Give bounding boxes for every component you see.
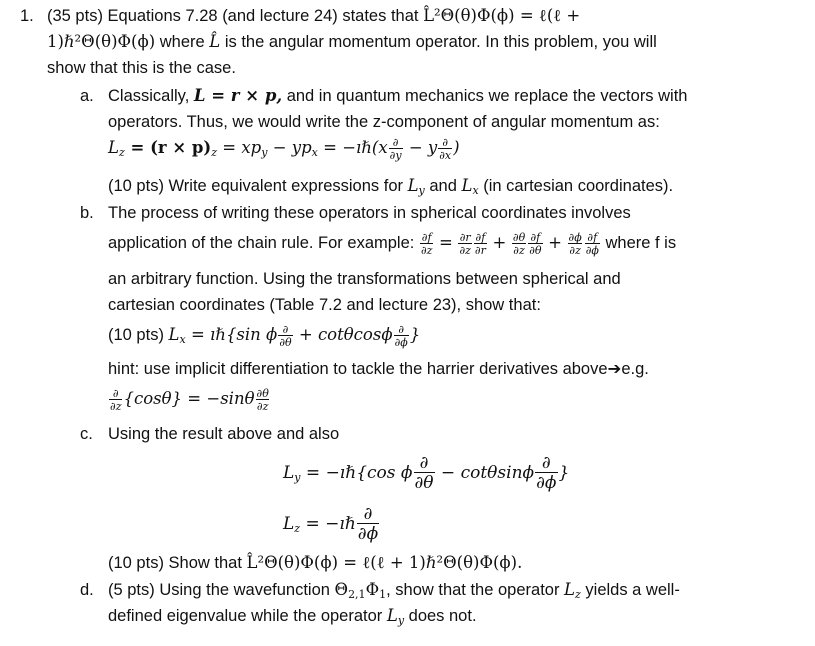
hint-example-equation: $\frac{\partial}{\partial z}$ {cosθ} = −sinθ $\frac{\partial\theta}{\partial z}$ [110, 386, 269, 413]
part-b-line3: an arbitrary function. Using the transformations between spherical and [108, 270, 621, 288]
part-c-label: c. [80, 425, 93, 443]
arrow-right-icon: ➔ [607, 360, 622, 378]
part-a-line2: operators. Thus, we would write the z-component of angular momentum as: [108, 113, 660, 131]
part-a-line1: Classically, L = r × p, and in quantum mechanics we replace the vectors with [108, 86, 688, 105]
problem-number: 1. [20, 7, 34, 25]
part-a-task: (10 pts) Write equivalent expressions for $L_y$ and $L_x$ (in cartesian coordinates). [108, 176, 674, 197]
ly-spherical-equation: $L_y$ = −ıℏ{cos ϕ $\frac{\partial}{\partial\theta}$ − cotθsinϕ $\frac{\partial}{\partial\phi}$ } [283, 453, 570, 494]
problem-intro-line2: 1)ℏ²Θ(θ)Φ(ϕ) where L̂ is the angular momentum operator. In this problem, you will [47, 32, 657, 51]
part-d-line2: defined eigenvalue while the operator $L_y$ does not. [108, 606, 477, 627]
part-d-label: d. [80, 581, 94, 599]
part-c-line1: Using the result above and also [108, 425, 340, 443]
problem-intro-line3: show that this is the case. [47, 59, 236, 77]
part-b-line4: cartesian coordinates (Table 7.2 and lecture 23), show that: [108, 296, 541, 314]
cross-product-eq: L = r × p, [193, 86, 283, 105]
part-b-label: b. [80, 204, 94, 222]
angular-eigen-equation: L̂²Θ(θ)Φ(ϕ) = ℓ(ℓ + [423, 6, 581, 25]
lz-cartesian-equation: $L_z = (r \times p)_z = xp_y - yp_x$ = −ıℏ(x $\frac{\partial}{\partial y}$ − y $\frac{\partial}{\partial x}$ ) [108, 135, 460, 162]
part-c-task: (10 pts) Show that L̂²Θ(θ)Φ(ϕ) = ℓ(ℓ + 1)ℏ²Θ(θ)Φ(ϕ). [108, 553, 523, 572]
lx-spherical-equation: (10 pts) $L_x$ = ıℏ{sin ϕ $\frac{\partial}{\partial\theta}$ + cotθcosϕ $\frac{\partial}{\partial\phi}$ } [108, 322, 421, 349]
partial-y-fraction: $\frac{\partial}{\partial y}$ [389, 135, 402, 162]
chain-rule-example: application of the chain rule. For example: $\frac{\partial f}{\partial z}$ = $\frac{\partial r}{\partial z}$ $\frac{\partial f}{\partial r}$ + $\frac{\partial\theta}{\partial z}$ $\frac{\partial f}{\partial\theta}$ + $\frac{\partial\phi}{\partial z}$ $\frac{\partial f}{\partial\phi}$ where f is [108, 230, 677, 257]
lz-spherical-equation: $L_z$ = −ıℏ $\frac{\partial}{\partial\phi}$ [283, 504, 379, 545]
hint-text: hint: use implicit differentiation to tackle the harrier derivatives above➔e.g. [108, 360, 649, 378]
part-d-line1: (5 pts) Using the wavefunction $\Theta_{2,1}\Phi_1$, show that the operator $L_z$ yields a well- [108, 580, 680, 601]
part-a-label: a. [80, 87, 94, 105]
problem-intro-line1: (35 pts) Equations 7.28 (and lecture 24) states that L̂²Θ(θ)Φ(ϕ) = ℓ(ℓ + [47, 6, 581, 25]
part-b-line1: The process of writing these operators in spherical coordinates involves [108, 204, 631, 222]
partial-x-fraction: $\frac{\partial}{\partial x}$ [439, 135, 452, 162]
angular-eigen-equation-final: L̂²Θ(θ)Φ(ϕ) = ℓ(ℓ + 1)ℏ²Θ(θ)Φ(ϕ). [246, 553, 523, 572]
